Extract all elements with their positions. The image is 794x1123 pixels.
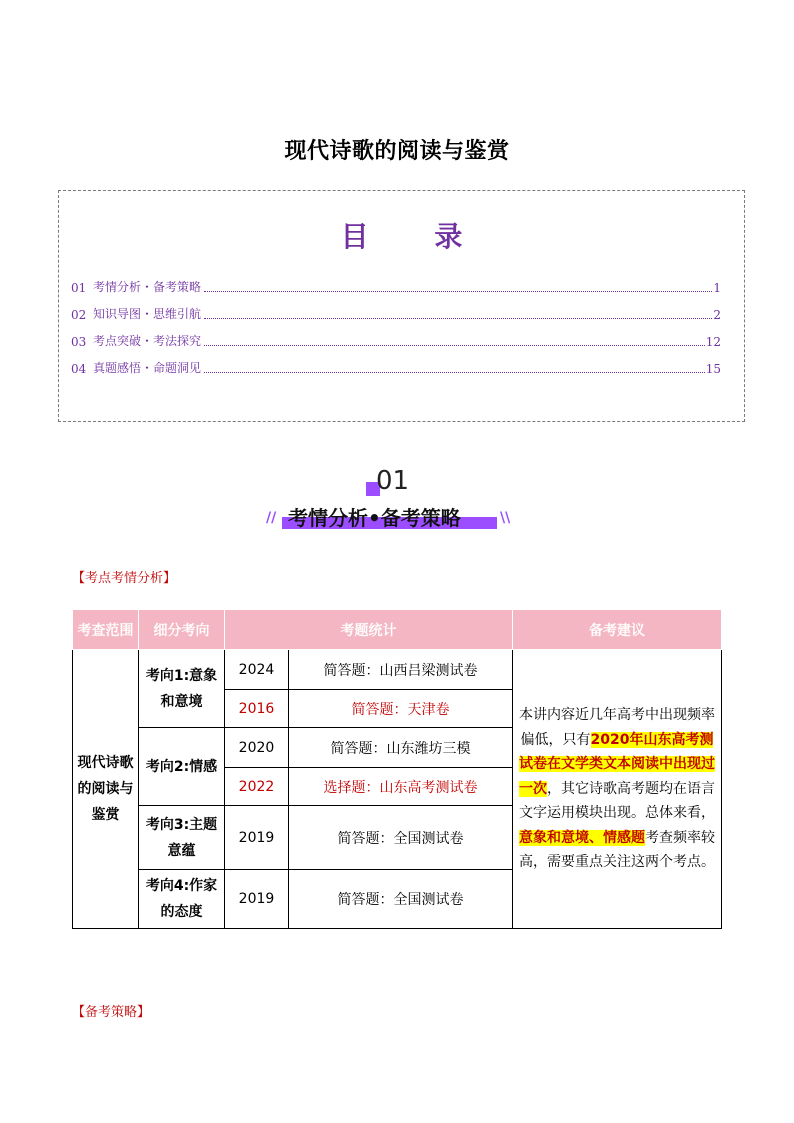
- toc-item[interactable]: [71, 304, 721, 322]
- toc-leader-dots: [204, 344, 705, 346]
- toc-item-page: 12: [705, 335, 721, 349]
- item-cell: 简答题：山西吕梁测试卷: [289, 650, 513, 690]
- toc-item-page: 2: [713, 308, 721, 322]
- toc-leader-dots: [204, 290, 712, 292]
- scope-cell: 现代诗歌的阅读与鉴赏: [73, 650, 139, 929]
- item-cell: 简答题：全国测试卷: [289, 870, 513, 929]
- direction-cell: 考向3:主题意蕴: [139, 806, 225, 870]
- section-title: 考情分析•备考策略: [288, 506, 461, 530]
- item-cell: 简答题：天津卷: [289, 690, 513, 728]
- item-cell: 简答题：全国测试卷: [289, 806, 513, 870]
- year-cell: 2022: [225, 768, 289, 806]
- section-number: 01: [376, 466, 410, 496]
- toc-item-label: 考点突破・考法探究: [93, 334, 202, 348]
- toc-item-label: 知识导图・思维引航: [93, 307, 202, 321]
- document-title: 现代诗歌的阅读与鉴赏: [284, 139, 510, 164]
- toc-item-label: 考情分析・备考策略: [93, 280, 202, 294]
- advice-text: 本讲内容近几年高考中出现频率偏低，只有: [519, 707, 715, 748]
- advice-text: 考查频率较高，需要重点关注这两个考点。: [519, 829, 715, 871]
- toc-item-page: 15: [705, 362, 721, 376]
- direction-cell: 考向2:情感: [139, 728, 225, 806]
- advice-highlight: 意象和意境、情感题: [519, 829, 645, 846]
- strategy-label: 【备考策略】: [72, 1005, 151, 1020]
- year-cell: 2016: [225, 690, 289, 728]
- toc-item-number: 03: [71, 335, 87, 349]
- exam-analysis-table: [72, 609, 722, 929]
- table-row: [73, 650, 722, 690]
- toc-item[interactable]: [71, 277, 721, 295]
- direction-cell: 考向1:意象和意境: [139, 650, 225, 728]
- header-statistics: 考题统计: [225, 610, 513, 650]
- advice-text: ，其它诗歌高考题均在语言文字运用模块出现。总体来看，: [519, 780, 715, 822]
- advice-highlight: 2020年山东高考测试卷在文学类文本阅读中出现过一次: [519, 731, 715, 797]
- header-direction: 细分考向: [139, 610, 225, 650]
- advice-cell: [513, 650, 722, 929]
- direction-cell: 考向4:作家的态度: [139, 870, 225, 929]
- slash-decor-left: //: [266, 510, 277, 526]
- toc-heading: 目 录: [340, 220, 491, 253]
- toc-item-number: 02: [71, 308, 87, 322]
- header-scope: 考查范围: [73, 610, 139, 650]
- year-cell: 2019: [225, 870, 289, 929]
- year-cell: 2020: [225, 728, 289, 768]
- toc-item-number: 04: [71, 362, 87, 376]
- toc-item-number: 01: [71, 281, 87, 295]
- toc-item-label: 真题感悟・命题洞见: [93, 361, 202, 375]
- item-cell: 选择题：山东高考测试卷: [289, 768, 513, 806]
- year-cell: 2019: [225, 806, 289, 870]
- analysis-label: 【考点考情分析】: [72, 571, 177, 586]
- table-header-row: [73, 610, 722, 650]
- slash-decor-right: \\: [500, 510, 511, 526]
- year-cell: 2024: [225, 650, 289, 690]
- table-of-contents: [58, 190, 745, 422]
- toc-leader-dots: [204, 317, 712, 319]
- toc-item[interactable]: [71, 331, 721, 349]
- header-advice: 备考建议: [513, 610, 722, 650]
- toc-item[interactable]: [71, 358, 721, 376]
- item-cell: 简答题：山东潍坊三模: [289, 728, 513, 768]
- toc-item-page: 1: [713, 281, 721, 295]
- toc-leader-dots: [204, 371, 705, 373]
